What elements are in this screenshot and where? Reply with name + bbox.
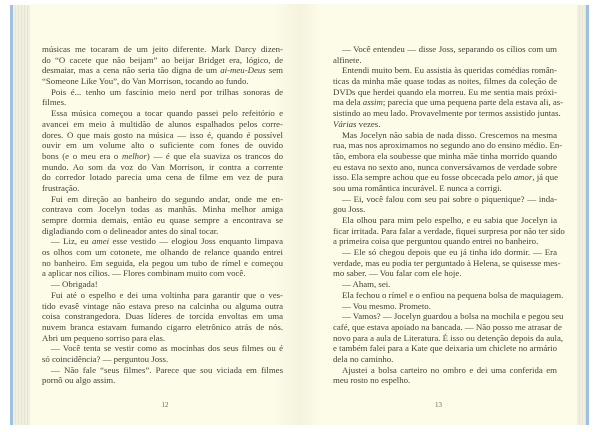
- text-line: [333, 354, 557, 365]
- text-line: [333, 268, 557, 279]
- text-segment: — Vamos? — Jocelyn guardou a bolsa na mochila e pegou seu: [342, 311, 564, 322]
- text-line: [333, 55, 557, 66]
- text-segment: isso. Ela sempre achou que eu fosse obcecada pelo: [333, 172, 514, 183]
- text-segment: no banheiro. Em seguida, ela pegou um tubo de rímel e começou: [42, 257, 283, 268]
- text-line: [333, 97, 564, 108]
- text-line: [42, 87, 283, 98]
- page-number: 13: [435, 401, 442, 409]
- text-segment: sou uma romântica incurável. E nunca a corrigi.: [333, 182, 502, 193]
- text-line: [333, 140, 563, 151]
- text-line: [333, 301, 557, 312]
- text-line: [42, 162, 283, 173]
- text-segment: ticas da minha mãe quase todas as noites, filmes da coleção de: [333, 76, 557, 87]
- text-line: [333, 108, 561, 119]
- text-line: [333, 311, 564, 322]
- text-segment: ) — é que ela suaviza os trancos do: [146, 150, 283, 161]
- text-segment: frustração.: [42, 182, 80, 193]
- text-segment: — Obrigada!: [51, 279, 98, 290]
- text-segment: tão, embora ela soubesse que minha mãe tinha morrido quando: [333, 150, 557, 161]
- text-line: [333, 343, 557, 354]
- text-segment: gou Joss.: [333, 204, 366, 215]
- text-segment: Entendi muito bem. Eu assistia às queridas comédias român-: [342, 65, 557, 76]
- text-line: [42, 322, 283, 333]
- page-text: [42, 44, 283, 386]
- page-stack-left: [13, 5, 30, 425]
- text-line: [333, 257, 561, 269]
- text-segment: meu rosto no espelho.: [333, 375, 411, 386]
- text-line: [42, 140, 283, 151]
- text-line: [42, 97, 283, 108]
- text-segment: Abri um pequeno sorriso para elas.: [42, 332, 166, 343]
- text-line: [42, 65, 283, 76]
- text-segment: Pois é... tenho um fascínio meio nerd por trilhas sonoras de: [51, 86, 283, 97]
- text-line: [42, 333, 283, 344]
- text-segment: — Você tenta se vestir como as mocinhas dos seus filmes ou é: [51, 343, 283, 354]
- text-line: [42, 343, 283, 354]
- italic-text: ai-meu-Deus: [220, 65, 266, 76]
- text-segment: a primeira coisa que perguntou quando entrei no banheiro.: [333, 236, 539, 247]
- italic-text: amor: [513, 172, 533, 183]
- text-line: [42, 365, 283, 376]
- text-segment: tido evasê vintage não estava preso na calcinha ou alguma outra: [42, 300, 283, 311]
- text-segment: , já que: [532, 172, 558, 183]
- text-line: [42, 183, 283, 194]
- text-segment: só coincidência? — perguntou Joss.: [42, 353, 169, 364]
- text-segment: músicas me tocaram de um jeito diferente. Mark Darcy dizen-: [42, 44, 283, 54]
- text-segment: Ela olhou para mim pelo espelho, e eu sabia que Jocelyn ia: [342, 215, 557, 225]
- text-line: [42, 119, 283, 130]
- text-segment: — Ele só chegou depois que eu já tinha ido dormir. — Era: [342, 247, 557, 258]
- text-line: [42, 108, 283, 119]
- text-segment: Fui em direção ao banheiro do segundo andar, onde me en-: [51, 193, 283, 204]
- text-segment: sem: [265, 65, 284, 76]
- page-stack-right: [577, 5, 586, 425]
- left-page: [30, 4, 300, 425]
- text-line: [333, 289, 564, 301]
- text-line: [333, 183, 557, 194]
- text-line: [333, 65, 557, 76]
- italic-text: melhor: [121, 150, 147, 161]
- right-page: [300, 4, 577, 425]
- text-segment: ; parecia que uma pequena parte dela estava ali, as-: [382, 97, 564, 108]
- text-segment: Ajustei a bolsa carteiro no ombro e dei uma conferida em: [342, 364, 557, 375]
- text-line: [42, 268, 283, 279]
- text-segment: do “O cacete que não beijam” ao beijar Bridget era, lógico, de: [42, 54, 283, 65]
- text-line: [42, 279, 283, 290]
- text-line: [42, 226, 283, 237]
- text-segment: nuvem branca estavam fumando cigarro eletrônico atrás de nós.: [42, 321, 283, 332]
- text-line: [333, 321, 562, 333]
- text-segment: Ela fechou o rímel e o enfiou na pequena bolsa de maquiagem.: [342, 289, 564, 300]
- text-line: [42, 172, 283, 183]
- text-segment: ficar irritada. Para falar a verdade, fiquei surpresa por não ter sido: [333, 225, 565, 236]
- text-line: [333, 87, 557, 98]
- text-line: [333, 236, 557, 247]
- text-line: [333, 194, 557, 205]
- text-segment: eu estava no sexto ano, nunca conversávamos de verdade sobre: [333, 161, 557, 172]
- text-segment: coisa constrangedora. Duas líderes de torcida envoltas em uma: [42, 311, 283, 322]
- text-line: [42, 204, 283, 215]
- text-line: [42, 76, 283, 87]
- page-number: 12: [161, 401, 169, 409]
- text-line: [42, 354, 283, 365]
- text-segment: do corredor lotado parecia uma cena de filme em vez de pura: [42, 172, 283, 183]
- text-line: [42, 130, 283, 141]
- text-segment: ouvir em um volume alto o suficiente com fones de ouvido: [42, 140, 283, 151]
- text-line: [42, 151, 283, 162]
- text-segment: sempre dormia demais, então eu quase sempre a encontrava se: [42, 215, 283, 225]
- text-line: [333, 332, 564, 344]
- text-line: [333, 279, 557, 290]
- text-segment: a aplicar nos cílios. — Flores combinam muito com você.: [42, 268, 246, 279]
- text-line: [333, 162, 557, 173]
- text-segment: rua, mas nos aproximamos no segundo ano do ensino médio. En-: [333, 140, 563, 151]
- text-segment: digladiando com o delineador antes do sinal tocar.: [42, 225, 219, 236]
- text-line: [42, 311, 283, 322]
- text-segment: “Someone Like You”, do Van Morrison, tocando ao fundo.: [42, 76, 249, 87]
- text-segment: avancei em meio à multidão de alunos espalhados pelos corre-: [42, 118, 283, 129]
- text-segment: — Liz, eu: [51, 236, 93, 247]
- text-line: [42, 290, 283, 301]
- text-segment: pornô ou algo assim.: [42, 375, 116, 386]
- text-segment: mo saber. — Vou falar com ele hoje.: [333, 268, 462, 279]
- text-segment: mundo. Ao som da voz do Van Morrison, ir contra a corrente: [42, 161, 283, 172]
- text-line: [42, 247, 283, 258]
- text-line: [42, 215, 283, 226]
- text-line: [333, 119, 557, 130]
- text-segment: verdade, mas eu podia ter perguntado à Helena, se quisesse mes-: [333, 257, 561, 268]
- text-line: [333, 215, 557, 226]
- text-segment: ma dela: [333, 97, 363, 108]
- text-line: [42, 236, 283, 247]
- text-segment: dores. O que mais gosto na música — isso é, quando é possível: [42, 129, 283, 140]
- text-segment: contrava com Jocelyn todas as manhãs. Minha melhor amiga: [42, 204, 283, 215]
- text-segment: esse vestido — elogiou Joss enquanto limpava: [109, 236, 283, 247]
- text-segment: Essa música começou a tocar quando passei pelo refeitório e: [51, 108, 283, 119]
- text-segment: vezes.: [356, 118, 381, 129]
- text-line: [333, 365, 557, 376]
- text-line: [333, 130, 557, 141]
- page-text: [333, 44, 565, 386]
- italic-text: Várias: [333, 118, 357, 129]
- text-line: [333, 375, 557, 386]
- text-segment: — Ei, você falou com seu pai sobre o piquenique? — inda-: [342, 193, 557, 204]
- text-segment: DVDs que herdei quando ela morreu. Eu me sentia mais próxi-: [333, 86, 557, 97]
- text-line: [333, 151, 557, 162]
- text-segment: novo para a aula de Literatura. É isso ou detenção depois da aula,: [333, 332, 564, 343]
- text-segment: café, que estava apoiado na bancada. — Não posso me atrasar de: [333, 321, 562, 332]
- book-cover-edge-right: [586, 5, 589, 425]
- text-line: [333, 247, 557, 258]
- text-segment: filmes.: [42, 97, 67, 108]
- text-segment: — Você entendeu — disse Joss, separando os cílios com um: [342, 44, 557, 54]
- text-segment: dela no caminho.: [333, 353, 394, 364]
- text-line: [42, 301, 283, 312]
- text-segment: — Vou mesmo. Prometo.: [342, 300, 431, 311]
- text-segment: alfinete.: [333, 54, 362, 65]
- text-line: [333, 172, 557, 183]
- text-line: [42, 194, 283, 205]
- text-line: [42, 55, 283, 66]
- text-line: [333, 204, 557, 215]
- text-line: [333, 44, 557, 55]
- text-segment: sistindo ao meu lado. Provavelmente por termos assistido juntas.: [333, 108, 561, 119]
- text-segment: desmaiar, mas a cena não seria tão digna de um: [42, 65, 221, 76]
- text-line: [333, 76, 557, 87]
- italic-text: assim: [362, 97, 383, 108]
- text-line: [333, 225, 565, 237]
- text-segment: — Não fale “seus filmes”. Parece que sou viciada em filmes: [51, 364, 283, 375]
- text-segment: os olhos com um cotonete, me olhando de relance quando entrei: [42, 247, 283, 258]
- text-segment: Fui até o espelho e dei uma voltinha para garantir que o ves-: [51, 289, 283, 300]
- text-segment: bons (e o meu era o: [42, 150, 122, 161]
- text-line: [42, 375, 283, 386]
- text-segment: — Aham, sei.: [342, 279, 391, 290]
- text-segment: Mas Jocelyn não sabia de nada disso. Crescemos na mesma: [342, 129, 557, 140]
- text-segment: e também falei para a Kate que deixaria um chiclete no armário: [333, 343, 557, 354]
- italic-text: amei: [92, 236, 110, 247]
- text-line: [42, 44, 283, 55]
- text-line: [42, 258, 283, 269]
